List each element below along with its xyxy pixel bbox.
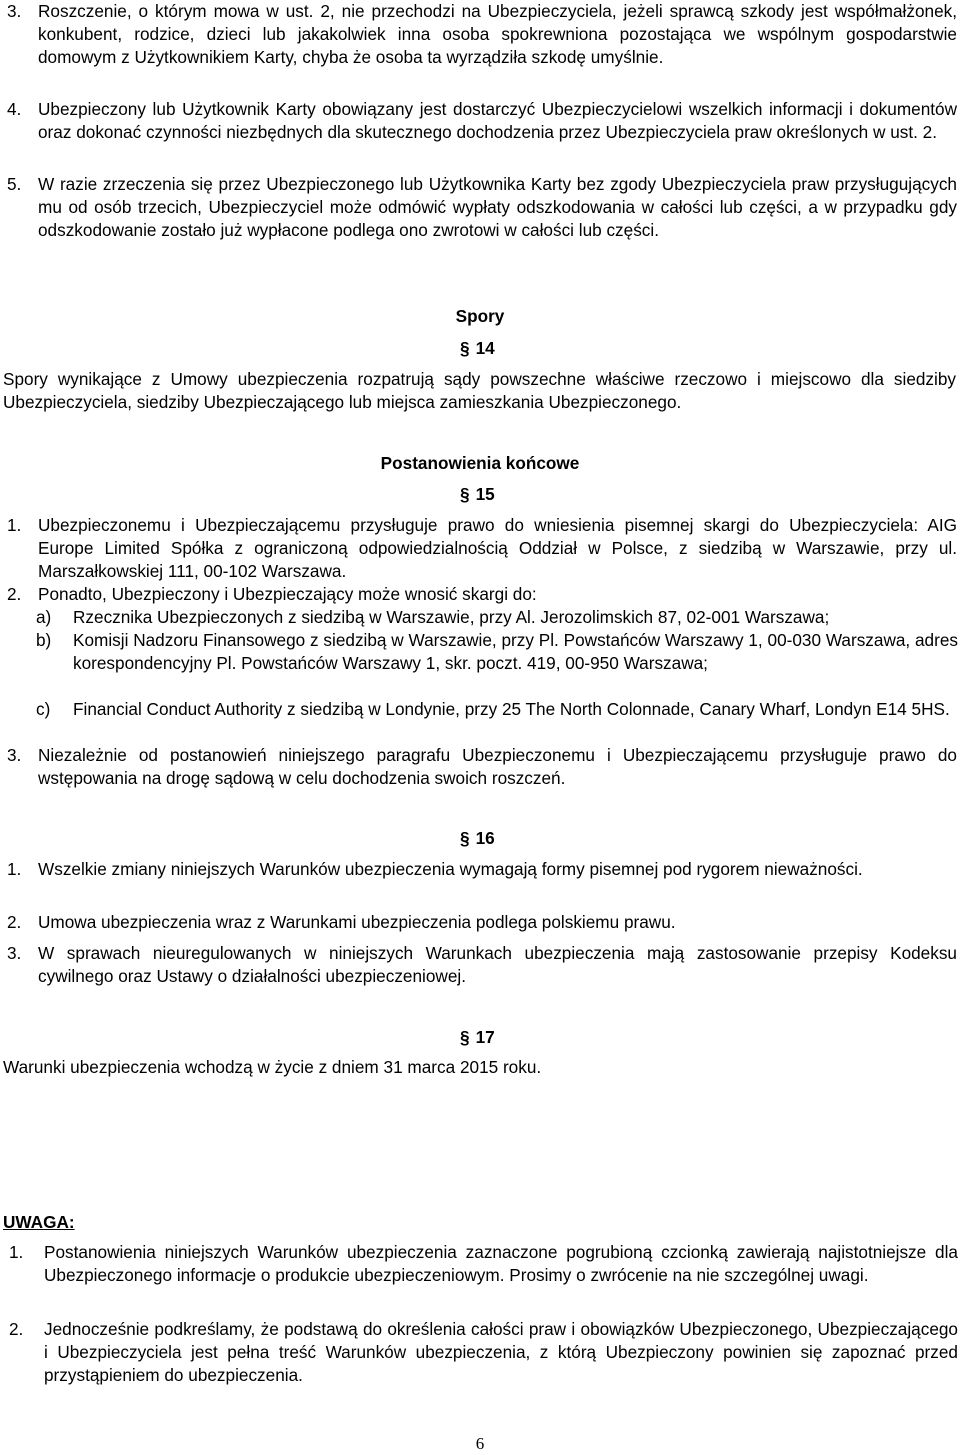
item-letter: c) (36, 699, 51, 719)
paragraph-text: Ubezpieczonemu i Ubezpieczającemu przysługuje prawo do wniesienia pisemnej skargi do Ubezpieczyciela: AIG Europe Limited Spółka z ograniczoną odpowiedzialnością Oddział w Polsce, z siedzibą w Warszawie, przy ul. Marszałkowskiej 111, 00-102 Warszawa. (38, 515, 957, 581)
item-text: Financial Conduct Authority z siedzibą w Londynie, przy 25 The North Colonnade, Canary Wharf, Londyn E14 5HS. (73, 699, 950, 719)
section-17-text: Warunki ubezpieczenia wchodzą w życie z dniem 31 marca 2015 roku. (3, 1057, 542, 1077)
section-number-value: 15 (475, 484, 495, 504)
paragraph-number: 2. (7, 912, 22, 932)
section-number-value: 14 (475, 338, 495, 358)
paragraph-number: 3. (7, 1, 22, 21)
section-14-text: Spory wynikające z Umowy ubezpieczenia rozpatrują sądy powszechne właściwe rzeczowo i miejscowo dla siedziby Ubezpieczyciela, siedziby Ubezpieczającego lub miejsca zamieszkania Ubezpieczonego. (3, 369, 956, 412)
section-15-number (460, 483, 495, 506)
paragraph-text: Postanowienia niniejszych Warunków ubezpieczenia zaznaczone pogrubioną czcionką zawierają najistotniejsze dla Ubezpieczonego informacje o produkcie ubezpieczeniowym. Prosimy o zwrócenie na nie szczególnej uwagi. (44, 1242, 958, 1285)
paragraph-number: 1. (9, 1242, 24, 1262)
paragraph-16-3 (7, 942, 957, 988)
paragraph-16-1 (7, 858, 957, 881)
paragraph-number: 1. (7, 859, 22, 879)
paragraph-13-3 (7, 0, 957, 69)
paragraph-15-2 (7, 583, 957, 606)
paragraph-text: Roszczenie, o którym mowa w ust. 2, nie przechodzi na Ubezpieczyciela, jeżeli sprawcą szkody jest współmałżonek, konkubent, rodzice, dzieci lub jakakolwiek inna osoba spokrewniona pozostająca we wspólnym gospodarstwie domowym z Użytkownikiem Karty, chyba że osoba ta wyrządziła szkodę umyślnie. (38, 1, 957, 67)
paragraph-number: 4. (7, 99, 22, 119)
item-letter: a) (36, 607, 52, 627)
notice-title: UWAGA: (3, 1212, 75, 1232)
paragraph-text: W razie zrzeczenia się przez Ubezpieczonego lub Użytkownika Karty bez zgody Ubezpieczyciela praw przysługujących mu od osób trzecich, Ubezpieczyciel może odmówić wypłaty odszkodowania w całości lub części, a w przypadku gdy odszkodowanie zostało już wypłacone podlega ono zwrotowi w całości lub części. (38, 174, 957, 240)
item-letter: b) (36, 630, 52, 650)
paragraph-13-4 (7, 98, 957, 144)
paragraph-number: 3. (7, 943, 22, 963)
paragraph-15-3 (7, 744, 957, 790)
paragraph-text: Niezależnie od postanowień niniejszego paragrafu Ubezpieczonemu i Ubezpieczającemu przysługuje prawo do wstępowania na drogę sądową w celu dochodzenia swoich roszczeń. (38, 745, 957, 788)
item-text: Rzecznika Ubezpieczonych z siedzibą w Warszawie, przy Al. Jerozolimskich 87, 02-001 Warszawa; (73, 607, 830, 627)
notice-item-2 (9, 1318, 958, 1387)
paragraph-number: 2. (9, 1319, 24, 1339)
paragraph-15-2c (9, 698, 958, 721)
paragraph-text: Umowa ubezpieczenia wraz z Warunkami ubezpieczenia podlega polskiemu prawu. (38, 912, 676, 932)
section-number-value: 17 (475, 1027, 495, 1047)
section-sign-symbol: § (460, 828, 470, 848)
paragraph-text: W sprawach nieuregulowanych w niniejszych Warunkach ubezpieczenia mają zastosowanie przepisy Kodeksu cywilnego oraz Ustawy o działalności ubezpieczeniowej. (38, 943, 957, 986)
notice-item-1 (9, 1241, 958, 1287)
section-15-heading: Postanowienia końcowe (380, 453, 580, 473)
paragraph-15-2b (9, 629, 958, 675)
item-text: Komisji Nadzoru Finansowego z siedzibą w Warszawie, przy Pl. Powstańców Warszawy 1, 00-030 Warszawa, adres korespondencyjny Pl. Powstańców Warszawy 1, skr. poczt. 419, 00-950 Warszawa; (73, 630, 958, 673)
paragraph-number: 5. (7, 174, 22, 194)
section-sign-symbol: § (460, 1027, 470, 1047)
page-number: 6 (475, 1434, 485, 1453)
paragraph-text: Wszelkie zmiany niniejszych Warunków ubezpieczenia wymagają formy pisemnej pod rygorem nieważności. (38, 859, 863, 879)
paragraph-text: Jednocześnie podkreślamy, że podstawą do określenia całości praw i obowiązków Ubezpieczonego, Ubezpieczającego i Ubezpieczyciela jest pełna treść Warunków ubezpieczenia, z którą Ubezpieczony powinien się zapoznać przed przystąpieniem do ubezpieczenia. (44, 1319, 958, 1385)
section-16-number (460, 827, 495, 850)
section-sign-symbol: § (460, 484, 470, 504)
paragraph-13-5 (7, 173, 957, 242)
paragraph-15-1 (7, 514, 957, 583)
section-sign-symbol: § (460, 338, 470, 358)
paragraph-16-2 (7, 911, 957, 934)
paragraph-number: 2. (7, 584, 22, 604)
paragraph-text: Ponadto, Ubezpieczony i Ubezpieczający może wnosić skargi do: (38, 584, 537, 604)
paragraph-15-2a (9, 606, 958, 629)
paragraph-number: 1. (7, 515, 22, 535)
section-17-number (460, 1026, 495, 1049)
section-number-value: 16 (475, 828, 495, 848)
paragraph-number: 3. (7, 745, 22, 765)
section-14-heading: Spory (455, 306, 505, 326)
paragraph-text: Ubezpieczony lub Użytkownik Karty obowiązany jest dostarczyć Ubezpieczycielowi wszelkich informacji i dokumentów oraz dokonać czynności niezbędnych dla skutecznego dochodzenia przez Ubezpieczyciela praw określonych w ust. 2. (38, 99, 957, 142)
section-14-number (460, 337, 495, 360)
